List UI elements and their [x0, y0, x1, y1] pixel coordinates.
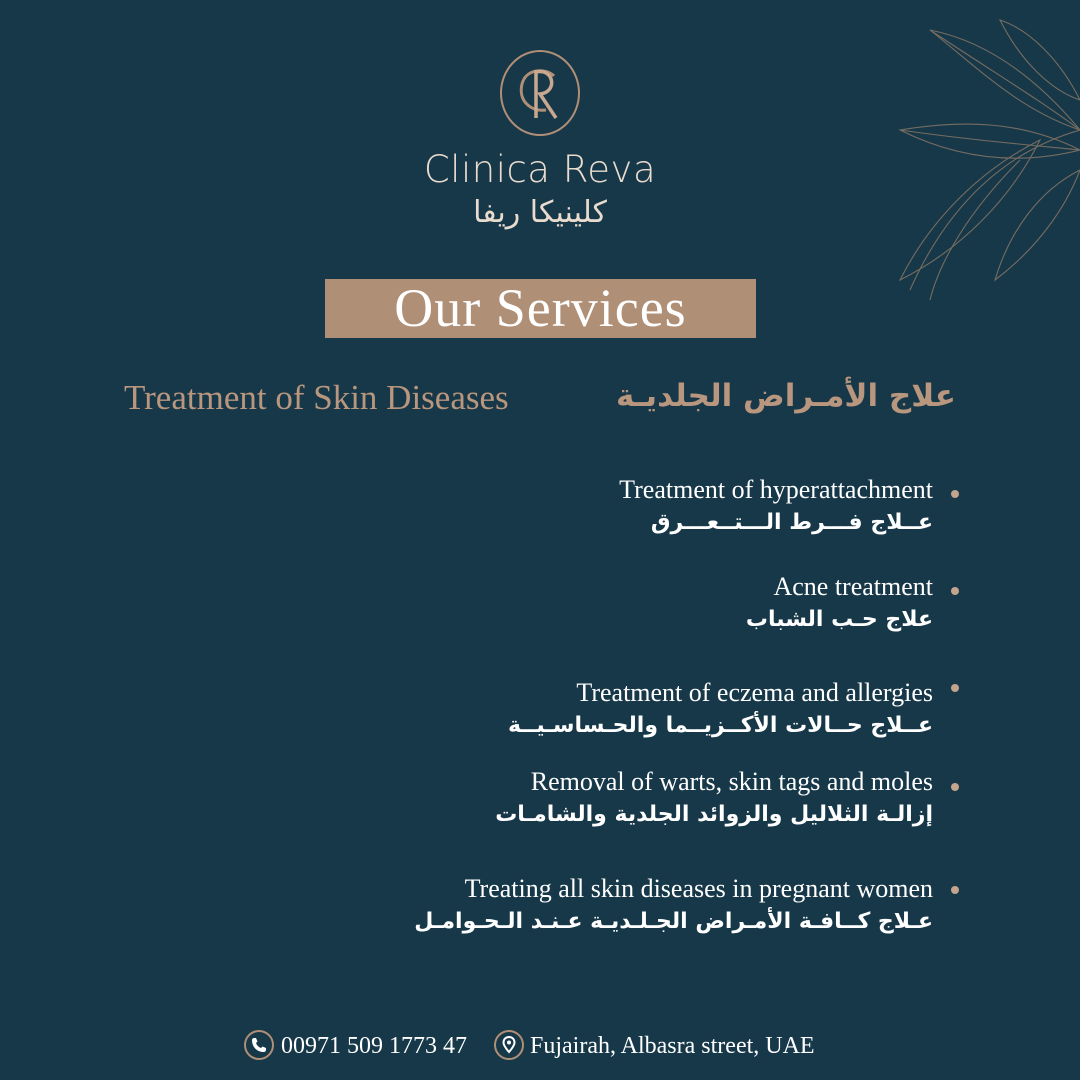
phone-number: 00971 509 1773 47: [281, 1033, 467, 1059]
bullet-icon: [951, 886, 959, 894]
service-label-arabic: عــلاج حــالات الأكــزيــما والحـساسـيــة: [507, 713, 933, 738]
service-item: [233, 874, 933, 940]
brand-logo: [496, 48, 584, 138]
section-heading-arabic: علاج الأمـراض الجلديـة: [616, 378, 956, 414]
bullet-icon: [951, 490, 959, 498]
service-label-english: Removal of warts, skin tags and moles: [530, 767, 933, 796]
page-title: Our Services: [394, 278, 687, 338]
service-item: [233, 767, 933, 833]
service-label-arabic: علاج حـب الشباب: [745, 607, 933, 632]
service-label-english: Treating all skin diseases in pregnant women: [464, 874, 933, 903]
service-item: [233, 475, 933, 541]
bullet-icon: [951, 684, 959, 692]
service-item: [233, 678, 933, 744]
service-label-arabic: إزالـة الثلاليل والزوائد الجلدية والشامـات: [495, 802, 933, 827]
service-item: [233, 572, 933, 638]
section-heading-english: Treatment of Skin Diseases: [124, 378, 509, 417]
service-label-arabic: عـلاج كــافـة الأمـراض الجـلـديـة عـنـد الـحـوامـل: [414, 909, 933, 934]
contact-footer: [0, 1030, 1080, 1064]
bullet-icon: [951, 783, 959, 791]
services-title-banner: [325, 279, 756, 338]
section-heading: [124, 378, 956, 418]
service-label-english: Acne treatment: [773, 572, 933, 601]
bullet-icon: [951, 587, 959, 595]
service-label-arabic: عــلاج فـــرط الـــتــعـــرق: [650, 510, 933, 535]
phone-icon: [244, 1030, 274, 1060]
location-pin-icon: [494, 1030, 524, 1060]
brand-name-arabic: كلينيكا ريفا: [473, 195, 607, 230]
brand-name-english: Clinica Reva: [423, 148, 657, 191]
service-label-english: Treatment of hyperattachment: [619, 475, 933, 504]
address: Fujairah, Albasra street, UAE: [530, 1033, 815, 1059]
service-label-english: Treatment of eczema and allergies: [576, 678, 933, 707]
